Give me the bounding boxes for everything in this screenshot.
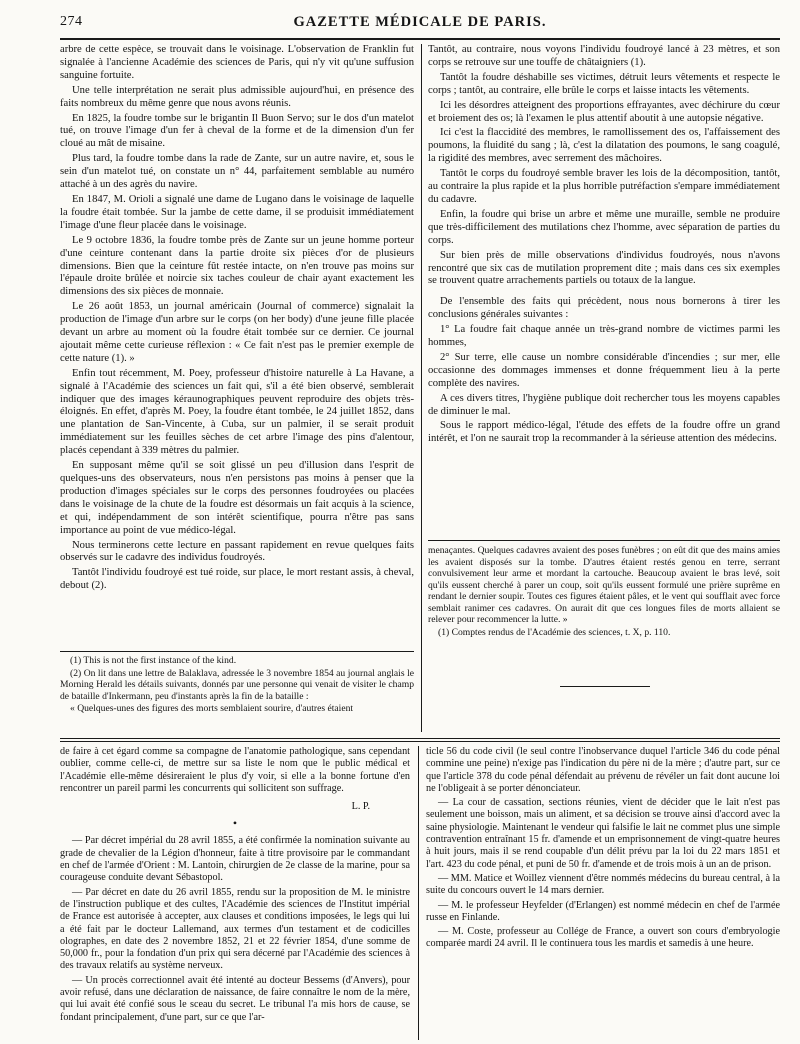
upper-left-column <box>60 44 414 650</box>
column-divider <box>421 44 422 732</box>
right-footnote-rule <box>428 540 780 541</box>
article-paragraph: A ces divers titres, l'hygiène publique doit rechercher tous les moyens capables de diminuer le mal. <box>428 392 780 417</box>
section-rule-double <box>60 741 780 742</box>
conclusion-item: 1° La foudre fait chaque année un très-grand nombre de victimes parmi les hommes, <box>428 324 780 349</box>
article-paragraph: Plus tard, la foudre tombe dans la rade de Zante, sur un autre navire, et, sous le sein d'un matelot tué, on constate un n° 44, parfaitement semblable au numéro attaché à un des agrès du navire. <box>60 153 414 191</box>
article-paragraph: En 1825, la foudre tombe sur le brigantin Il Buon Servo; sur le dos d'un matelot tué, on trouve l'image d'un fer à cheval de la forme et de la dimension d'un fer cloué au mât de misaine. <box>60 112 414 150</box>
upper-right-column <box>428 44 780 534</box>
article-paragraph: En 1847, M. Orioli a signalé une dame de Lugano dans le voisinage de laquelle la foudre était tombée. Sur la jambe de cette dame, il se produisit immédiatement l'image d'une fleur placée dans le voisinage. <box>60 193 414 231</box>
article-paragraph: arbre de cette espèce, se trouvait dans le voisinage. L'observation de Franklin fut signalée à l'ancienne Académie des sciences de Paris, qui n'y vit qu'une suffusion sanguine fortuite. <box>60 44 414 81</box>
article-paragraph: Nous terminerons cette lecture en passant rapidement en revue quelques faits observés sur le cadavre des individus foudroyés. <box>60 539 414 564</box>
footnote: (1) Comptes rendus de l'Académie des sciences, t. X, p. 110. <box>438 626 671 638</box>
footnote: (2) On lit dans une lettre de Balaklava, adressée le 3 novembre 1854 au journal anglais le Morning Herald les détails suivants, donnés par une personne qui venait de visiter le champ de bataille d'Inkermann, peu d'instants après la fin de la bataille : <box>60 667 414 702</box>
left-footnote-rule <box>60 651 414 652</box>
page-header <box>60 14 780 36</box>
lower-column-divider <box>418 746 419 1040</box>
left-footnotes <box>60 655 414 733</box>
article-paragraph: Tantôt, au contraire, nous voyons l'individu foudroyé lancé à 23 mètres, et son corps se retrouve sur une touffe de châtaigniers (1). <box>428 44 780 68</box>
article-paragraph: Le 26 août 1853, un journal américain (Journal of commerce) signalait la production de l'image d'un arbre sur le corps (on her body) d'une jeune fille placée devant un arbre au moment où la foudre était tombée sur ce dernier. Ce journal ajoutait même cette curieuse réflexion : « Ce fait n'est pas le premier exemple de cette nature (1). » <box>60 301 414 364</box>
article-paragraph: Tantôt la foudre déshabille ses victimes, détruit leurs vêtements et respecte le corps ; tantôt, au contraire, elle brûle le corps et laisse intacts les vêtements. <box>428 71 780 96</box>
news-item: — Par décret en date du 26 avril 1855, rendu sur la proposition de M. le ministre de l'instruction publique et des cultes, l'Académie des sciences de l'Institut impérial de France est autorisée à accepter, aux clauses et conditions imposées, le legs qui lui a été fait par le docteur Lallemand, aux termes d'un testament et de codicilles olographes, en date des 2 novembre 1852, 21 et 22 février 1854, d'une somme de 50,000 fr., pour la fondation d'un prix qui sera décerné par l'Académie des sciences à des travaux relatifs au système nerveux. <box>60 886 410 972</box>
lower-left-column <box>60 746 410 1042</box>
article-paragraph: Ici c'est la flaccidité des membres, le ramollissement des os, l'affaissement des poumons, la fluidité du sang ; là, c'est la dilatation des poumons, le sang coagulé, la rigidité des membres, avec serrement des mâchoires. <box>428 127 780 165</box>
footnote: « Quelques-unes des figures des morts semblaient sourire, d'autres étaient <box>70 703 354 714</box>
article-paragraph: Une telle interprétation ne serait plus admissible aujourd'hui, en présence des faits nombreux du même genre que nous avons réunis. <box>60 84 414 109</box>
page-number: 274 <box>60 14 83 29</box>
article-paragraph: De l'ensemble des faits qui précèdent, nous nous bornerons à tirer les conclusions générales suivantes : <box>428 296 780 321</box>
news-item: — M. le professeur Heyfelder (d'Erlangen) est nommé médecin en chef de l'armée russe en Finlande. <box>426 899 780 923</box>
article-paragraph: Ici les désordres atteignent des proportions effrayantes, avec déchirure du cœur et broiement des os; là l'examen le plus attentif aboutit à une autopsie négative. <box>428 99 780 124</box>
signature: L. P. <box>351 801 370 813</box>
news-item: — Un procès correctionnel avait été intenté au docteur Bessems (d'Anvers), pour avoir refusé, dans une déclaration de naissance, de faire connaître le nom de la mère, qui lui avait été confié sous le sceau du secret. Le tribunal l'a mis hors de cause, se fondant principalement, d'une part, sur ce que l'ar- <box>60 974 410 1023</box>
news-item: — M. Coste, professeur au Collége de France, a ouvert son cours d'embryologie comparée mardi 24 avril. Il le continuera tous les mardis et samedis à une heure. <box>426 926 780 950</box>
article-paragraph: Tantôt l'individu foudroyé est tué roide, sur place, le mort restant assis, à cheval, debout (2). <box>60 567 414 592</box>
header-rule <box>60 38 780 40</box>
footnote: menaçantes. Quelques cadavres avaient des poses funèbres ; on eût dit que des mains amies les avaient disposés sur la tombe. D'autres étaient restés genou en terre, serrant convulsivement leur arme et mordant la cartouche. Beaucoup avaient le bras levé, soit qu'ils eussent cherché à parer un coup, soit qu'ils eussent formulé une prière suprême en rendant le dernier soupir. Toutes ces figures étaient pâles, et le vent qui soufflait avec force semblait ranimer ces cadavres. On aurait dit que ces longues files de morts allaient se relever pour recommencer la lutte. » <box>428 545 780 625</box>
conclusion-item: 2° Sur terre, elle cause un nombre considérable d'incendies ; sur mer, elle occasionne des dommages immenses et donne fréquemment lieu à la perte complète des navires. <box>428 351 780 389</box>
article-paragraph: Sur bien près de mille observations d'individus foudroyés, nous n'avons rencontré que six cas de mutilation proprement dite ; mais dans ces six exemples se trouvent quatre arrachements partiels ou totaux de la langue. <box>428 249 780 287</box>
separator-dot: • <box>232 816 238 831</box>
news-item: — Par décret impérial du 28 avril 1855, a été confirmée la nomination suivante au grade de chevalier de la Légion d'honneur, faite à titre provisoire par le commandant en chef de l'armée d'Orient : M. Lantoin, chirurgien de 2e classe de la marine, pour sa courageuse conduite devant Sébastopol. <box>60 835 410 884</box>
news-item: — La cour de cassation, sections réunies, vient de décider que le lait n'est pas seulement une boisson, mais un aliment, et sa décision se trouve ainsi d'accord avec la saine physiologie. Maintenant le vendeur qui falsifie le lait ne commet plus une simple contravention entraînant 15 fr. d'amende et un emprisonnement de vingt-quatre heures à huit jours, mais il se rend coupable d'un délit prévu par la loi du 22 mars 1851 et l'art. 423 du code pénal, et puni de 50 fr. d'amende et de trois mois à un an de prison. <box>426 797 780 870</box>
journal-title: GAZETTE MÉDICALE DE PARIS. <box>293 14 547 30</box>
article-paragraph: Le 9 octobre 1836, la foudre tombe près de Zante sur un jeune homme porteur d'une ceinture contenant dans la partie droite six pièces d'or de plusieurs dimensions. Bien que la ceinture fût restée intacte, on n'en trouve pas moins sur l'épaule droite brûlée et noircie six taches couleur de chair ayant exactement les dimensions des six pièces de monnaie. <box>60 234 414 298</box>
article-paragraph: En supposant même qu'il se soit glissé un peu d'illusion dans l'esprit de quelques-uns des observateurs, nous n'en persistons pas moins à penser que la production d'images spéciales sur le corps des personnes foudroyées ou placées dans le voisinage de la chute de la foudre est désormais un fait acquis à la science, et qui, indépendamment de son intérêt scientifique, pourra n'être pas sans importance au point de vue médico-légal. <box>60 460 414 536</box>
article-paragraph: Enfin, la foudre qui brise un arbre et même une muraille, semble ne produire que très-difficilement des mutilations chez l'homme, avec séparation de parties du corps. <box>428 208 780 246</box>
news-item: — MM. Matice et Woillez viennent d'être nommés médecins du bureau central, à la suite du concours ouvert le 14 mars dernier. <box>426 872 780 897</box>
article-paragraph: Tantôt le corps du foudroyé semble braver les lois de la décomposition, tantôt, au contraire la plus rapide et la plus horrible putréfaction s'empare immédiatement du cadavre. <box>428 168 780 205</box>
article-paragraph: Sous le rapport médico-légal, l'étude des effets de la foudre offre un grand intérêt, et l'on ne saurait trop la recommander à la sérieuse attention des médecins. <box>428 420 780 445</box>
article-paragraph: de faire à cet égard comme sa compagne de l'anatomie pathologique, sans cependant oublier, comme celle-ci, de mettre sur sa liste le nom que le public médical et l'Académie elle-même désireraient le plus d'y voir, si elle a la bonne fortune d'en rencontrer un pareil parmi les concurrents qui sollicitent son suffrage. <box>60 746 410 794</box>
right-footnotes <box>428 545 780 645</box>
section-rule <box>60 738 780 739</box>
lower-right-column <box>426 746 780 1042</box>
article-paragraph: Enfin tout récemment, M. Poey, professeur d'histoire naturelle à La Havane, a signalé à l'Académie des sciences un fait qui, s'il a été bien observé, semblerait indiquer que des images kéraunographiques peuvent reproduire des objets très-éloignés. En effet, d'après M. Poey, la foudre étant tombée, le 24 juillet 1852, dans une plantation de San-Vincente, à Cuba, sur un palmier, il se serait produit immédiatement sur les feuilles sèches de cet arbre l'image des pins d'alentour, placés cependant à 339 mètres du palmier. <box>60 367 414 457</box>
end-article-rule <box>560 686 650 687</box>
footnote: (1) This is not the first instance of the kind. <box>70 655 237 666</box>
news-item: ticle 56 du code civil (le seul contre l'inobservance duquel l'article 346 du code pénal commine une peine) n'exige pas l'indication du père ni de la mère ; d'autre part, sur ce que l'article 378 du code pénal défendait au prévenu de révéler un fait dont aucune loi ne l'obligeait à se porter dénonciateur. <box>426 746 780 794</box>
